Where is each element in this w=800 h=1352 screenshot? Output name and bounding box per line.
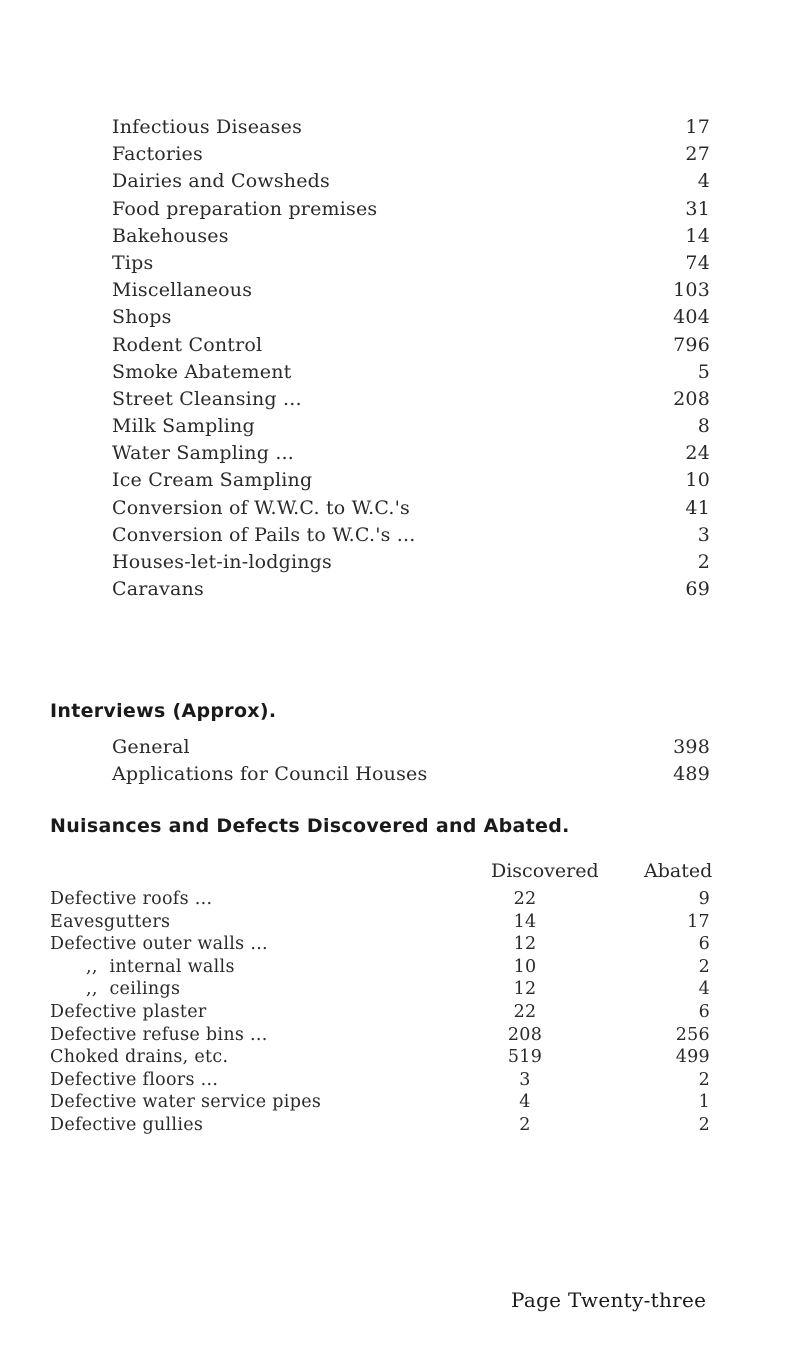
item-label: Factories: [112, 143, 203, 166]
table-row: [50, 911, 710, 934]
list-item: [112, 440, 710, 467]
table-row: [50, 978, 710, 1001]
table-row: [50, 1091, 710, 1114]
list-item: [112, 304, 710, 331]
item-count: 31: [685, 197, 710, 220]
discovered-count: 10: [513, 956, 537, 977]
list-item: [112, 495, 710, 522]
defect-label: Defective roofs ...: [50, 889, 213, 909]
table-row: [50, 1001, 710, 1024]
item-count: 208: [673, 387, 710, 410]
interviews-heading: Interviews (Approx).: [50, 700, 277, 722]
abated-count: 17: [687, 911, 710, 932]
item-label: Infectious Diseases: [112, 116, 303, 138]
item-count: 5: [697, 360, 710, 383]
item-label: Bakehouses: [112, 224, 229, 247]
item-count: 8: [697, 415, 710, 438]
item-label: Food preparation premises: [112, 197, 378, 220]
item-count: 14: [685, 224, 710, 247]
table-row: [50, 1069, 710, 1092]
defect-label: ,, ceilings: [86, 979, 181, 1000]
list-item: [112, 223, 710, 250]
list-item: [112, 467, 710, 494]
list-item: [112, 196, 710, 223]
defect-label: Defective outer walls ...: [50, 934, 268, 955]
item-count: 404: [673, 306, 710, 329]
item-label: Caravans: [112, 578, 204, 601]
list-item: [112, 250, 710, 277]
discovered-count: 12: [513, 934, 537, 955]
item-label: Street Cleansing ...: [112, 387, 302, 410]
table-row: [50, 933, 710, 956]
item-label: Houses-let-in-lodgings: [112, 551, 332, 573]
item-count: 3: [697, 523, 710, 546]
table-row: [50, 956, 710, 979]
table-row: [50, 1046, 710, 1069]
defect-label: ,, internal walls: [86, 956, 235, 977]
item-count: 74: [685, 251, 710, 274]
list-item: [112, 168, 710, 195]
list-item: [112, 734, 710, 761]
list-item: [112, 386, 710, 413]
item-count: 17: [685, 116, 710, 138]
item-label: General: [112, 736, 190, 758]
abated-count: 1: [698, 1092, 710, 1113]
item-count: 69: [685, 578, 710, 601]
list-item: [112, 549, 710, 576]
item-label: Milk Sampling: [112, 415, 255, 438]
abated-count: 6: [698, 934, 710, 955]
defect-label: Defective gullies: [50, 1114, 204, 1135]
nuisances-table: [50, 888, 710, 1137]
table-row: [50, 1114, 710, 1137]
interviews-list: [112, 734, 710, 788]
defect-label: Eavesgutters: [50, 911, 171, 932]
defect-label: Choked drains, etc.: [50, 1047, 229, 1068]
discovered-count: 12: [513, 979, 537, 1000]
item-label: Ice Cream Sampling: [112, 469, 313, 492]
item-label: Shops: [112, 306, 172, 329]
item-count: 796: [673, 333, 710, 356]
list-item: [112, 114, 710, 141]
list-item: [112, 761, 710, 788]
page-footer: Page Twenty-three: [511, 1288, 707, 1312]
abated-count: 499: [675, 1047, 710, 1068]
list-item: [112, 413, 710, 440]
item-count: 2: [697, 551, 710, 573]
abated-count: 2: [698, 1069, 710, 1090]
item-count: 103: [673, 279, 710, 302]
item-count: 41: [685, 496, 710, 519]
item-label: Dairies and Cowsheds: [112, 170, 330, 193]
item-count: 4: [697, 170, 710, 193]
abated-count: 256: [675, 1024, 710, 1045]
item-count: 24: [685, 442, 710, 465]
table-row: [50, 1024, 710, 1047]
list-item: [112, 522, 710, 549]
item-count: 489: [673, 763, 710, 786]
item-count: 27: [685, 143, 710, 166]
item-label: Rodent Control: [112, 333, 263, 356]
item-label: Conversion of W.W.C. to W.C.'s: [112, 496, 410, 519]
discovered-count: 14: [513, 911, 537, 932]
discovered-count: 208: [507, 1024, 543, 1045]
item-label: Miscellaneous: [112, 279, 253, 302]
discovered-count: 4: [519, 1092, 531, 1113]
discovered-count: 519: [507, 1047, 543, 1068]
list-item: [112, 576, 710, 603]
discovered-count: 22: [513, 889, 537, 909]
item-count: 10: [685, 469, 710, 492]
discovered-count: 3: [519, 1069, 531, 1090]
inspections-list: [112, 114, 710, 603]
list-item: [112, 332, 710, 359]
abated-count: 6: [698, 1001, 710, 1022]
abated-count: 9: [698, 889, 710, 909]
list-item: [112, 141, 710, 168]
nuisances-heading: Nuisances and Defects Discovered and Abated.: [50, 815, 570, 837]
item-label: Water Sampling ...: [112, 442, 295, 465]
discovered-column-header: Discovered: [491, 860, 599, 882]
abated-count: 4: [698, 979, 710, 1000]
item-label: Tips: [112, 251, 154, 274]
list-item: [112, 277, 710, 304]
list-item: [112, 359, 710, 386]
defect-label: Defective water service pipes: [50, 1092, 322, 1113]
abated-count: 2: [698, 956, 710, 977]
item-label: Applications for Council Houses: [112, 763, 428, 786]
discovered-count: 2: [519, 1114, 531, 1135]
defect-label: Defective plaster: [50, 1001, 207, 1022]
item-label: Smoke Abatement: [112, 360, 292, 383]
defect-label: Defective refuse bins ...: [50, 1024, 268, 1045]
table-row: [50, 888, 710, 911]
item-count: 398: [673, 736, 710, 758]
abated-count: 2: [698, 1114, 710, 1135]
discovered-count: 22: [513, 1001, 537, 1022]
abated-column-header: Abated: [644, 860, 713, 882]
defect-label: Defective floors ...: [50, 1069, 219, 1090]
item-label: Conversion of Pails to W.C.'s ...: [112, 523, 416, 546]
